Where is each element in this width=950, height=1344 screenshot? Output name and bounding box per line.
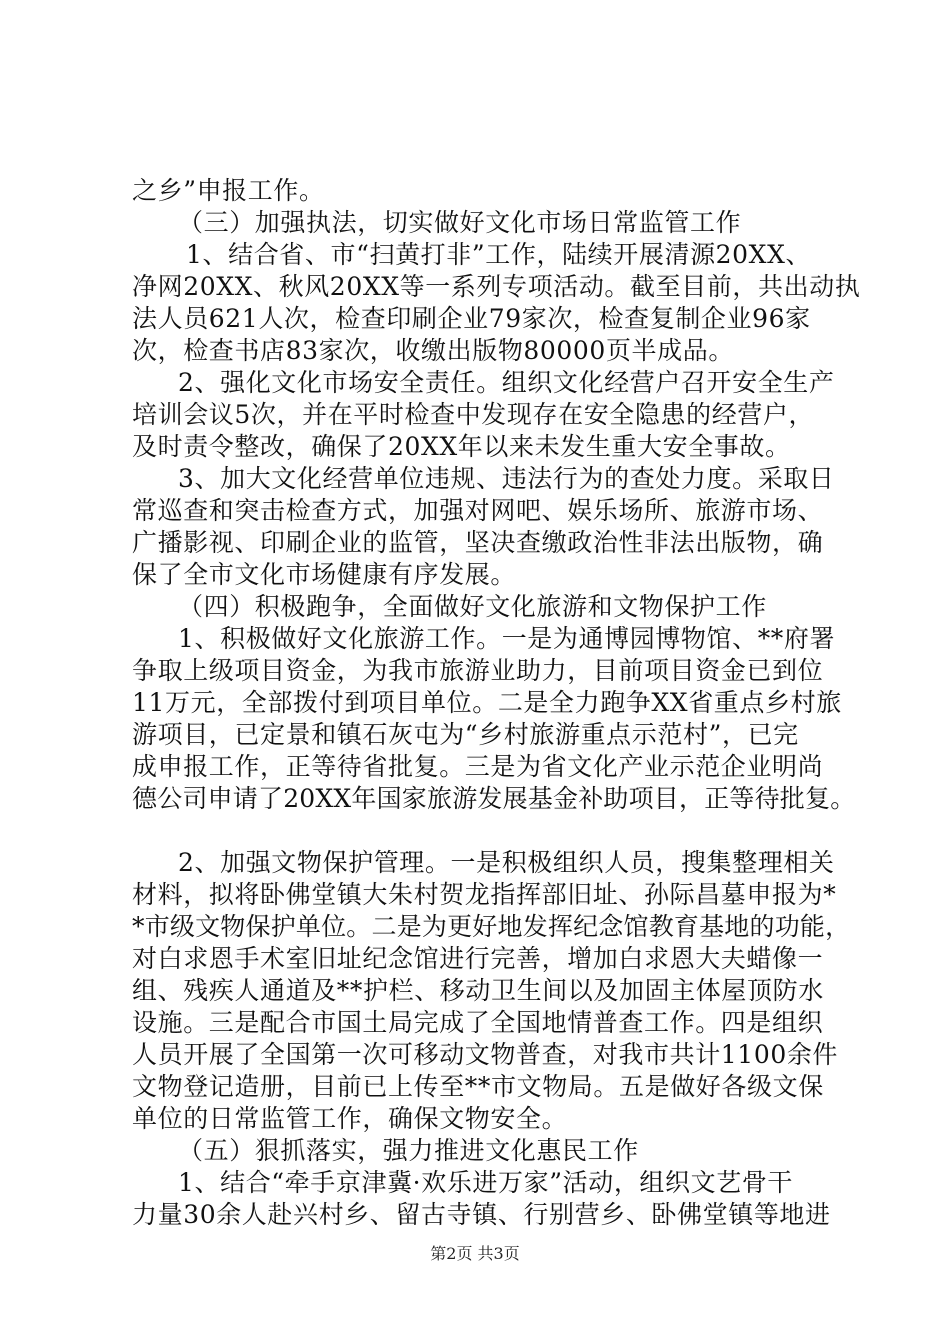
text-line: 组、残疾人通道及**护栏、移动卫生间以及加固主体屋顶防水 xyxy=(132,976,824,1005)
text-line: 2、加强文物保护管理。一是积极组织人员，搜集整理相关 xyxy=(178,848,835,877)
text-line: 材料，拟将卧佛堂镇大朱村贺龙指挥部旧址、孙际昌墓申报为* xyxy=(132,880,837,909)
text-line: 保了全市文化市场健康有序发展。 xyxy=(132,560,517,589)
text-line: 11万元，全部拨付到项目单位。二是全力跑争XX省重点乡村旅 xyxy=(132,688,842,717)
text-line: 及时责令整改，确保了20XX年以来未发生重大安全事故。 xyxy=(132,432,791,461)
text-line: 1、结合省、市“扫黄打非”工作，陆续开展清源20XX、 xyxy=(186,240,812,269)
text-line: 常巡查和突击检查方式，加强对网吧、娱乐场所、旅游市场、 xyxy=(132,496,824,525)
page-footer: 第2页 共3页 xyxy=(430,1244,520,1263)
text-line: 设施。三是配合市国土局完成了全国地情普查工作。四是组织 xyxy=(132,1008,824,1037)
text-line: 成申报工作，正等待省批复。三是为省文化产业示范企业明尚 xyxy=(132,752,824,781)
text-line: 游项目，已定景和镇石灰屯为“乡村旅游重点示范村”，已完 xyxy=(132,720,799,749)
text-line: 力量30余人赴兴村乡、留古寺镇、行别营乡、卧佛堂镇等地进 xyxy=(132,1200,831,1229)
text-line: 法人员621人次，检查印刷企业79家次，检查复制企业96家 xyxy=(132,304,811,333)
text-line: 1、积极做好文化旅游工作。一是为通博园博物馆、**府署 xyxy=(178,624,836,653)
text-line: 3、加大文化经营单位违规、违法行为的查处力度。采取日 xyxy=(178,464,835,493)
text-line: 争取上级项目资金，为我市旅游业助力，目前项目资金已到位 xyxy=(132,656,824,685)
text-line: *市级文物保护单位。二是为更好地发挥纪念馆教育基地的功能， xyxy=(132,912,851,941)
text-line: 人员开展了全国第一次可移动文物普查，对我市共计1100余件 xyxy=(132,1040,839,1069)
text-line: 次，检查书店83家次，收缴出版物80000页半成品。 xyxy=(132,336,734,365)
section-heading: （四）积极跑争，全面做好文化旅游和文物保护工作 xyxy=(178,592,767,621)
section-heading: （五）狠抓落实，强力推进文化惠民工作 xyxy=(178,1136,639,1165)
section-heading: （三）加强执法，切实做好文化市场日常监管工作 xyxy=(178,208,742,237)
text-line: 培训会议5次，并在平时检查中发现存在安全隐患的经营户， xyxy=(132,400,815,429)
text-line: 对白求恩手术室旧址纪念馆进行完善，增加白求恩大夫蜡像一 xyxy=(132,944,824,973)
text-line: 之乡”申报工作。 xyxy=(132,176,325,205)
text-line: 2、强化文化市场安全责任。组织文化经营户召开安全生产 xyxy=(178,368,835,397)
text-line: 净网20XX、秋风20XX等一系列专项活动。截至目前，共出动执 xyxy=(132,272,861,301)
text-line: 德公司申请了20XX年国家旅游发展基金补助项目，正等待批复。 xyxy=(132,784,856,813)
text-line: 广播影视、印刷企业的监管，坚决查缴政治性非法出版物，确 xyxy=(132,528,824,557)
text-line: 1、结合“牵手京津冀·欢乐进万家”活动，组织文艺骨干 xyxy=(178,1168,794,1197)
text-line: 文物登记造册，目前已上传至**市文物局。五是做好各级文保 xyxy=(132,1072,824,1101)
text-line: 单位的日常监管工作，确保文物安全。 xyxy=(132,1104,568,1133)
